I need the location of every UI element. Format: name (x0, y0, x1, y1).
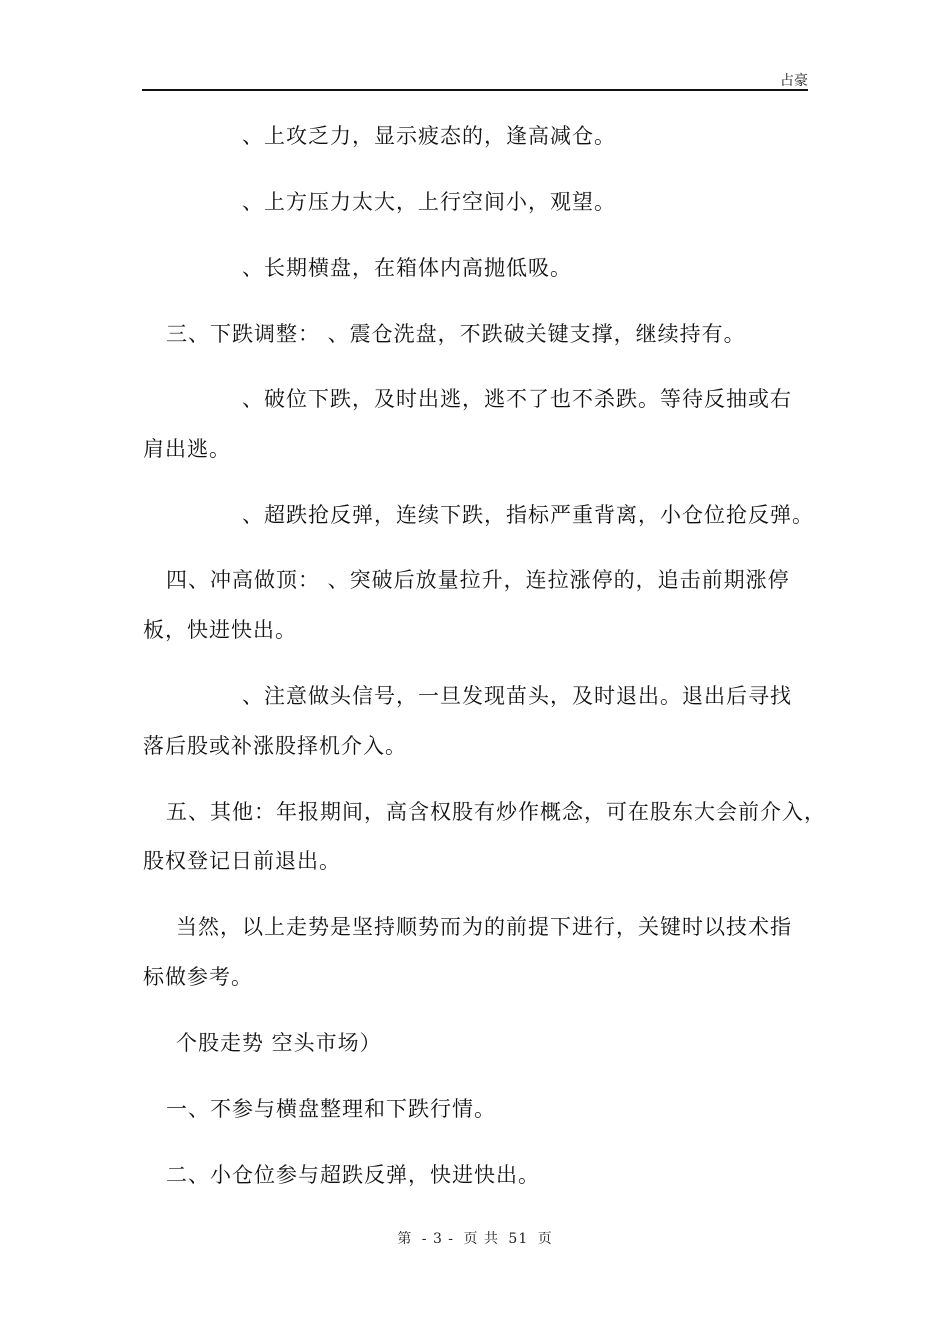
text-line-15: 标做参考。 (143, 965, 253, 989)
text-line-18: 二、小仓位参与超跌反弹，快进快出。 (166, 1163, 540, 1187)
text-line-2: 、上方压力太大，上行空间小，观望。 (242, 190, 616, 214)
text-line-6: 肩出逃。 (143, 437, 231, 461)
header-author: 占豪 (780, 73, 808, 89)
text-line-9: 板，快进快出。 (143, 618, 297, 642)
text-line-8: 四、冲高做顶： 、突破后放量拉升，连拉涨停的，追击前期涨停 (166, 568, 790, 592)
footer-total-pages: 51 (508, 1231, 529, 1247)
text-line-5: 、破位下跌，及时出逃，逃不了也不杀跌。等待反抽或右 (242, 387, 792, 411)
text-line-13: 股权登记日前退出。 (143, 849, 341, 873)
footer-suffix: 页 (537, 1231, 553, 1247)
text-line-12: 五、其他：年报期间，高含权股有炒作概念，可在股东大会前介入， (166, 800, 826, 824)
text-line-14: 当然，以上走势是坚持顺势而为的前提下进行，关键时以技术指 (176, 915, 792, 939)
text-line-11: 落后股或补涨股择机介入。 (143, 734, 407, 758)
text-line-7: 、超跌抢反弹，连续下跌，指标严重背离，小仓位抢反弹。 (242, 503, 814, 527)
page-footer (0, 1228, 950, 1248)
text-line-1: 、上攻乏力，显示疲态的，逢高减仓。 (242, 124, 616, 148)
text-line-3: 、长期横盘，在箱体内高抛低吸。 (242, 256, 572, 280)
text-line-17: 一、不参与横盘整理和下跌行情。 (166, 1097, 496, 1121)
text-line-4: 三、下跌调整： 、震仓洗盘，不跌破关键支撑，继续持有。 (166, 322, 746, 346)
footer-prefix: 第 (397, 1231, 413, 1247)
header-rule (142, 89, 808, 91)
text-line-16: 个股走势 空头市场） (176, 1031, 382, 1055)
footer-middle: 页 共 (463, 1231, 499, 1247)
text-line-10: 、注意做头信号，一旦发现苗头，及时退出。退出后寻找 (242, 684, 792, 708)
footer-page-number: - 3 - (421, 1231, 455, 1247)
